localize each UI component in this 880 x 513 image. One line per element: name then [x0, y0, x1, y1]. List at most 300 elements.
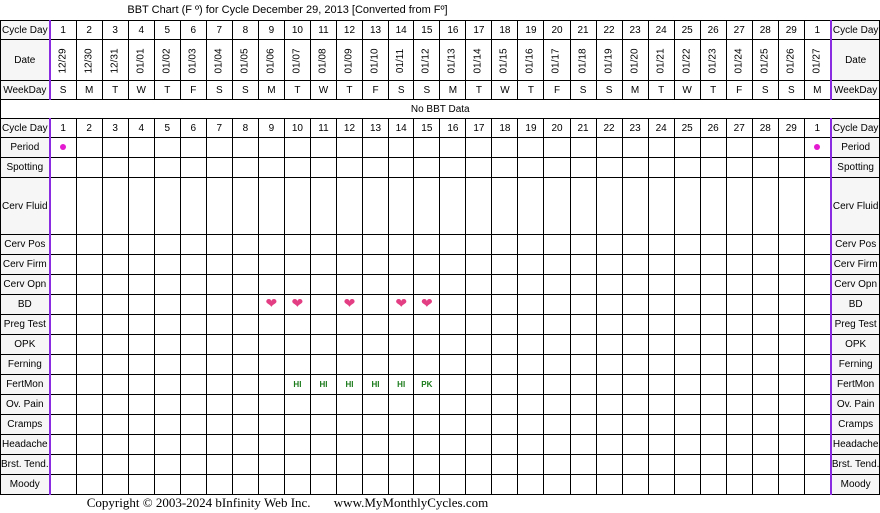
fertmon-cell [258, 375, 284, 395]
date-cell [102, 40, 128, 81]
ferning-cell [389, 355, 414, 375]
fertmon-cell [389, 375, 414, 395]
cerv-pos-cell [102, 235, 128, 255]
spotting-cell [128, 158, 154, 178]
cerv-opn-cell [154, 275, 180, 295]
cramps-cell [492, 415, 518, 435]
fertmon-cell [363, 375, 389, 395]
date-cell [180, 40, 206, 81]
bd-cell [804, 295, 831, 315]
headache-cell [700, 435, 726, 455]
brst-tend-row [1, 455, 880, 475]
headache-cell [544, 435, 570, 455]
headache-cell [778, 435, 804, 455]
cerv-fluid-cell [778, 178, 804, 235]
weekday-cell: T [518, 81, 544, 100]
cycle-day-2-cell: 29 [778, 119, 804, 138]
spotting-cell [310, 158, 336, 178]
fertmon-reading: HI [319, 380, 328, 389]
cerv-opn-cell [518, 275, 544, 295]
cerv-pos-label-right: Cerv Pos [831, 235, 880, 255]
brst-tend-label-right: Brst. Tend. [831, 455, 880, 475]
cerv-pos-cell [389, 235, 414, 255]
cycle-day-row [1, 21, 880, 40]
cerv-opn-cell [128, 275, 154, 295]
date-cell [284, 40, 310, 81]
date-cell [726, 40, 752, 81]
opk-row [1, 335, 880, 355]
bd-cell [466, 295, 492, 315]
brst-tend-cell [206, 455, 232, 475]
cerv-fluid-cell [284, 178, 310, 235]
weekday-cell: M [440, 81, 466, 100]
period-cell [284, 138, 310, 158]
cramps-cell [310, 415, 336, 435]
cycle-day-cell: 10 [284, 21, 310, 40]
ov-pain-cell [284, 395, 310, 415]
spotting-cell [622, 158, 648, 178]
date-cell [389, 40, 414, 81]
cerv-fluid-cell [336, 178, 362, 235]
cerv-opn-cell [206, 275, 232, 295]
spotting-cell [804, 158, 831, 178]
headache-cell [258, 435, 284, 455]
cramps-cell [414, 415, 440, 435]
cerv-opn-cell [363, 275, 389, 295]
preg-test-cell [258, 315, 284, 335]
fertmon-cell [492, 375, 518, 395]
ov-pain-cell [466, 395, 492, 415]
period-cell [154, 138, 180, 158]
fertmon-reading: HI [293, 380, 302, 389]
brst-tend-cell [284, 455, 310, 475]
headache-cell [128, 435, 154, 455]
brst-tend-cell [778, 455, 804, 475]
spotting-cell [50, 158, 77, 178]
cerv-firm-cell [389, 255, 414, 275]
spotting-cell [206, 158, 232, 178]
cerv-opn-cell [102, 275, 128, 295]
cramps-cell [544, 415, 570, 435]
cycle-day-2-cell: 5 [154, 119, 180, 138]
opk-cell [50, 335, 77, 355]
ov-pain-cell [622, 395, 648, 415]
cycle-day-2-cell: 13 [363, 119, 389, 138]
bd-cell [336, 295, 362, 315]
brst-tend-cell [363, 455, 389, 475]
cycle-day-2-cell: 16 [440, 119, 466, 138]
headache-cell [622, 435, 648, 455]
fertmon-cell [570, 375, 596, 395]
cerv-fluid-cell [128, 178, 154, 235]
opk-label-right: OPK [831, 335, 880, 355]
spotting-cell [518, 158, 544, 178]
fertmon-cell [466, 375, 492, 395]
preg-test-cell [102, 315, 128, 335]
ov-pain-cell [154, 395, 180, 415]
opk-cell [284, 335, 310, 355]
cerv-fluid-cell [596, 178, 622, 235]
cycle-day-2-cell: 28 [752, 119, 778, 138]
ferning-label-right: Ferning [831, 355, 880, 375]
cramps-cell [518, 415, 544, 435]
cerv-firm-cell [128, 255, 154, 275]
cerv-fluid-cell [674, 178, 700, 235]
preg-test-cell [596, 315, 622, 335]
cycle-day-cell: 12 [336, 21, 362, 40]
brst-tend-cell [154, 455, 180, 475]
preg-test-cell [778, 315, 804, 335]
date-cell [674, 40, 700, 81]
cramps-cell [232, 415, 258, 435]
ferning-cell [180, 355, 206, 375]
cerv-fluid-cell [622, 178, 648, 235]
cerv-firm-cell [284, 255, 310, 275]
date-text: 01/15 [498, 47, 510, 74]
cerv-pos-cell [284, 235, 310, 255]
preg-test-cell [544, 315, 570, 335]
bd-cell [389, 295, 414, 315]
date-cell [414, 40, 440, 81]
bd-cell [596, 295, 622, 315]
brst-tend-cell [102, 455, 128, 475]
date-text: 01/27 [811, 47, 823, 74]
ov-pain-cell [752, 395, 778, 415]
cerv-firm-cell [466, 255, 492, 275]
cycle-day-2-row [1, 119, 880, 138]
cerv-pos-cell [336, 235, 362, 255]
date-cell [440, 40, 466, 81]
cerv-opn-cell [232, 275, 258, 295]
ov-pain-cell [518, 395, 544, 415]
period-cell [180, 138, 206, 158]
brst-tend-cell [726, 455, 752, 475]
cycle-day-cell: 26 [700, 21, 726, 40]
weekday-cell: F [363, 81, 389, 100]
preg-test-cell [466, 315, 492, 335]
cycle-day-cell: 25 [674, 21, 700, 40]
cycle-day-cell: 28 [752, 21, 778, 40]
cycle-grid [0, 20, 880, 495]
cycle-day-cell: 8 [232, 21, 258, 40]
spotting-cell [544, 158, 570, 178]
cerv-opn-cell [570, 275, 596, 295]
brst-tend-cell [389, 455, 414, 475]
spotting-cell [363, 158, 389, 178]
ov-pain-cell [50, 395, 77, 415]
moody-cell [648, 475, 674, 495]
cerv-opn-label-left: Cerv Opn [1, 275, 50, 295]
spotting-cell [440, 158, 466, 178]
spotting-cell [102, 158, 128, 178]
preg-test-cell [414, 315, 440, 335]
brst-tend-cell [258, 455, 284, 475]
cerv-pos-cell [544, 235, 570, 255]
weekday-cell: T [700, 81, 726, 100]
date-text: 01/23 [707, 47, 719, 74]
moody-cell [700, 475, 726, 495]
preg-test-cell [440, 315, 466, 335]
cerv-pos-row [1, 235, 880, 255]
fertmon-cell [648, 375, 674, 395]
ferning-cell [778, 355, 804, 375]
spotting-cell [700, 158, 726, 178]
fertmon-cell [544, 375, 570, 395]
date-text: 01/07 [291, 47, 303, 74]
date-text: 01/04 [213, 47, 225, 74]
cerv-opn-label-right: Cerv Opn [831, 275, 880, 295]
opk-cell [752, 335, 778, 355]
date-cell [310, 40, 336, 81]
preg-test-cell [804, 315, 831, 335]
date-text: 01/12 [420, 47, 432, 74]
cerv-fluid-cell [518, 178, 544, 235]
bd-cell [544, 295, 570, 315]
preg-test-cell [389, 315, 414, 335]
period-label-right: Period [831, 138, 880, 158]
cramps-cell [154, 415, 180, 435]
cerv-pos-cell [180, 235, 206, 255]
cycle-day-cell: 7 [206, 21, 232, 40]
cerv-fluid-cell [700, 178, 726, 235]
ferning-cell [596, 355, 622, 375]
cerv-firm-cell [180, 255, 206, 275]
brst-tend-cell [544, 455, 570, 475]
cerv-fluid-cell [648, 178, 674, 235]
preg-test-cell [128, 315, 154, 335]
spotting-cell [752, 158, 778, 178]
cerv-fluid-cell [232, 178, 258, 235]
cramps-label-left: Cramps [1, 415, 50, 435]
ferning-cell [752, 355, 778, 375]
period-cell [492, 138, 518, 158]
cerv-firm-cell [518, 255, 544, 275]
cerv-firm-cell [154, 255, 180, 275]
bd-cell [206, 295, 232, 315]
ov-pain-cell [440, 395, 466, 415]
period-cell [389, 138, 414, 158]
ov-pain-cell [570, 395, 596, 415]
date-text: 01/13 [446, 47, 458, 74]
ferning-cell [232, 355, 258, 375]
headache-cell [336, 435, 362, 455]
bd-row [1, 295, 880, 315]
date-cell [76, 40, 102, 81]
opk-cell [440, 335, 466, 355]
period-dot-icon [60, 144, 66, 150]
cycle-day-cell: 1 [804, 21, 831, 40]
weekday-cell: S [570, 81, 596, 100]
weekday-cell: T [648, 81, 674, 100]
cycle-day-cell: 17 [466, 21, 492, 40]
bd-cell [128, 295, 154, 315]
cerv-opn-cell [76, 275, 102, 295]
cramps-cell [752, 415, 778, 435]
ov-pain-cell [648, 395, 674, 415]
bd-cell [232, 295, 258, 315]
cycle-day-2-cell: 17 [466, 119, 492, 138]
cerv-pos-cell [674, 235, 700, 255]
cerv-opn-row [1, 275, 880, 295]
date-text: 01/06 [265, 47, 277, 74]
ov-pain-label-left: Ov. Pain [1, 395, 50, 415]
cerv-firm-cell [570, 255, 596, 275]
spotting-cell [76, 158, 102, 178]
preg-test-cell [206, 315, 232, 335]
ferning-cell [440, 355, 466, 375]
date-cell [206, 40, 232, 81]
fertmon-cell [232, 375, 258, 395]
cerv-firm-cell [414, 255, 440, 275]
ferning-cell [804, 355, 831, 375]
cramps-cell [726, 415, 752, 435]
fertmon-cell [76, 375, 102, 395]
cerv-firm-cell [310, 255, 336, 275]
date-text: 01/09 [343, 47, 355, 74]
cycle-day-cell: 13 [363, 21, 389, 40]
fertmon-cell [518, 375, 544, 395]
cerv-fluid-cell [206, 178, 232, 235]
spotting-cell [570, 158, 596, 178]
cerv-firm-cell [622, 255, 648, 275]
weekday-cell: S [414, 81, 440, 100]
ferning-cell [700, 355, 726, 375]
cramps-cell [206, 415, 232, 435]
cerv-firm-cell [778, 255, 804, 275]
weekday-cell: S [50, 81, 77, 100]
cerv-pos-cell [700, 235, 726, 255]
opk-cell [232, 335, 258, 355]
preg-test-cell [570, 315, 596, 335]
cramps-cell [363, 415, 389, 435]
cerv-firm-cell [363, 255, 389, 275]
period-cell [206, 138, 232, 158]
opk-cell [414, 335, 440, 355]
cycle-day-2-cell: 15 [414, 119, 440, 138]
bd-cell [76, 295, 102, 315]
cerv-opn-cell [180, 275, 206, 295]
site-link[interactable]: www.MyMonthlyCycles.com [333, 495, 489, 510]
fertmon-cell [154, 375, 180, 395]
date-label-right: Date [831, 40, 880, 81]
headache-cell [440, 435, 466, 455]
date-cell [336, 40, 362, 81]
opk-label-left: OPK [1, 335, 50, 355]
date-text: 01/02 [161, 47, 173, 74]
ov-pain-label-right: Ov. Pain [831, 395, 880, 415]
fertmon-cell [752, 375, 778, 395]
bd-cell [414, 295, 440, 315]
moody-cell [596, 475, 622, 495]
bd-cell [648, 295, 674, 315]
date-text: 12/30 [83, 47, 95, 74]
cycle-day-2-cell: 23 [622, 119, 648, 138]
ferning-cell [128, 355, 154, 375]
cerv-pos-cell [518, 235, 544, 255]
cerv-firm-cell [336, 255, 362, 275]
weekday-cell: S [206, 81, 232, 100]
preg-test-cell [648, 315, 674, 335]
cerv-opn-cell [596, 275, 622, 295]
spotting-cell [232, 158, 258, 178]
date-text: 01/18 [577, 47, 589, 74]
cycle-day-2-cell: 6 [180, 119, 206, 138]
date-cell [363, 40, 389, 81]
brst-tend-cell [752, 455, 778, 475]
fertmon-cell [310, 375, 336, 395]
cycle-day-cell: 11 [310, 21, 336, 40]
headache-cell [102, 435, 128, 455]
brst-tend-cell [648, 455, 674, 475]
cycle-day-2-cell: 21 [570, 119, 596, 138]
period-cell [622, 138, 648, 158]
cycle-day-2-cell: 4 [128, 119, 154, 138]
period-cell [778, 138, 804, 158]
ov-pain-cell [180, 395, 206, 415]
cerv-fluid-cell [544, 178, 570, 235]
spotting-cell [336, 158, 362, 178]
ferning-cell [492, 355, 518, 375]
fertmon-reading: PK [421, 380, 433, 389]
spotting-cell [414, 158, 440, 178]
weekday-cell: W [674, 81, 700, 100]
date-cell [128, 40, 154, 81]
fertmon-cell [674, 375, 700, 395]
opk-cell [180, 335, 206, 355]
date-cell [804, 40, 831, 81]
weekday-cell: S [389, 81, 414, 100]
date-text: 12/31 [109, 47, 121, 74]
date-cell [232, 40, 258, 81]
brst-tend-cell [492, 455, 518, 475]
period-cell [336, 138, 362, 158]
cerv-pos-cell [206, 235, 232, 255]
preg-test-cell [752, 315, 778, 335]
headache-cell [492, 435, 518, 455]
preg-test-cell [76, 315, 102, 335]
cerv-pos-cell [648, 235, 674, 255]
ov-pain-cell [336, 395, 362, 415]
ov-pain-cell [700, 395, 726, 415]
cycle-day-label-left: Cycle Day [1, 21, 50, 40]
date-text: 01/17 [551, 47, 562, 74]
cycle-day-cell: 22 [596, 21, 622, 40]
date-cell [544, 40, 570, 81]
cerv-firm-cell [544, 255, 570, 275]
brst-tend-label-left: Brst. Tend. [1, 455, 50, 475]
brst-tend-cell [622, 455, 648, 475]
ferning-cell [466, 355, 492, 375]
ferning-cell [518, 355, 544, 375]
spotting-cell [648, 158, 674, 178]
ferning-cell [414, 355, 440, 375]
period-row [1, 138, 880, 158]
fertmon-label-left: FertMon [1, 375, 50, 395]
cerv-firm-cell [258, 255, 284, 275]
date-text: 01/22 [681, 47, 693, 74]
date-text: 01/25 [759, 47, 771, 74]
bd-cell [674, 295, 700, 315]
date-cell [700, 40, 726, 81]
ferning-cell [284, 355, 310, 375]
ov-pain-cell [596, 395, 622, 415]
cerv-opn-cell [284, 275, 310, 295]
period-dot-icon [814, 144, 820, 150]
preg-test-cell [700, 315, 726, 335]
cerv-pos-cell [726, 235, 752, 255]
weekday-cell: F [726, 81, 752, 100]
bd-cell [492, 295, 518, 315]
